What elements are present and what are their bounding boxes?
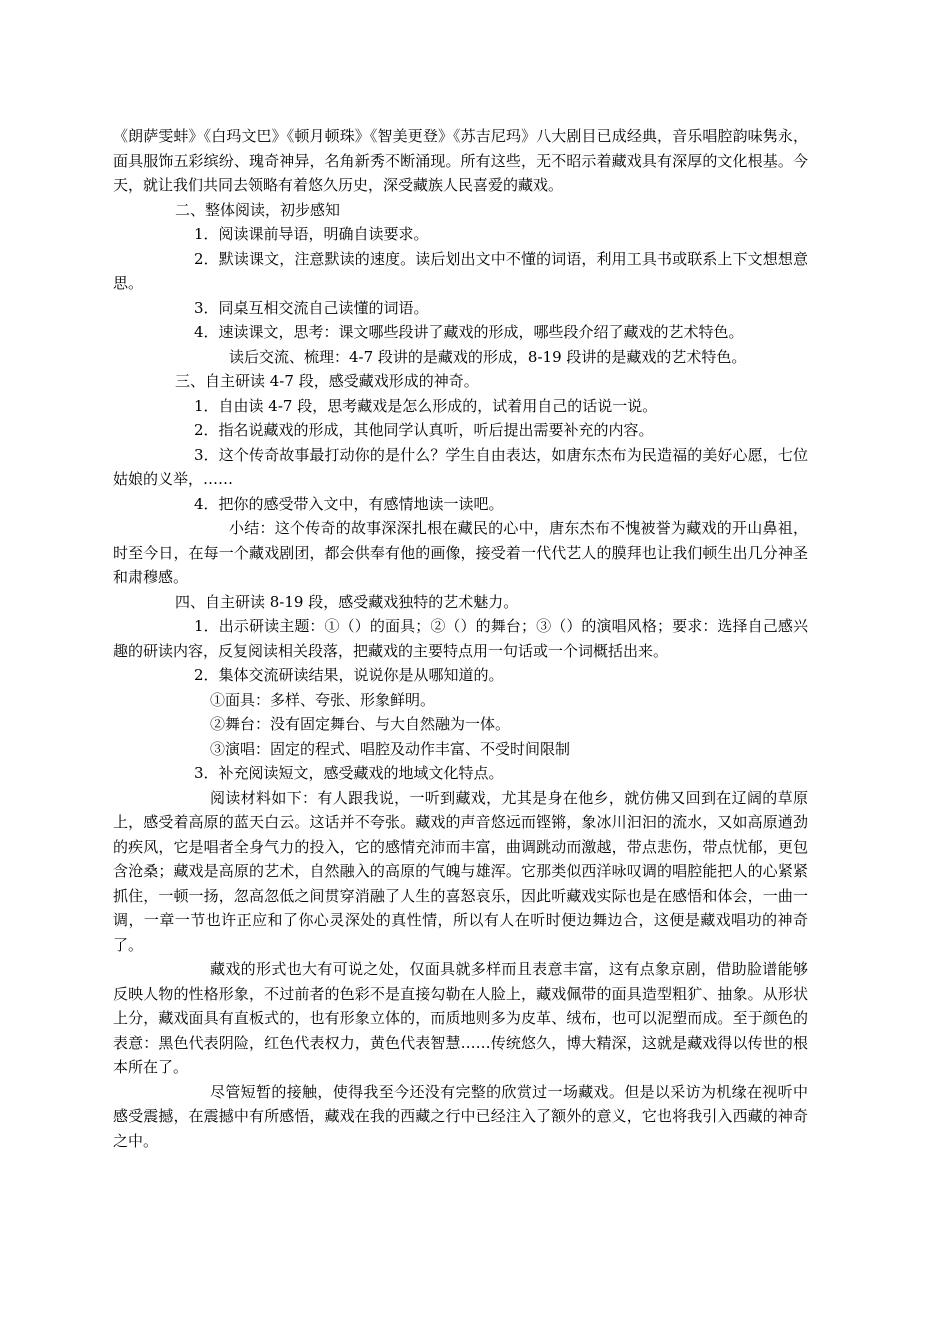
- step-item: 2．指名说藏戏的形成，其他同学认真听，听后提出需要补充的内容。: [194, 421, 654, 439]
- reading-material-paragraph: 藏戏的形式也大有可说之处，仅面具就多样而且表意丰富，这有点象京剧，借助脸谱能够反映人物的性格形象，不过前者的色彩不是直接勾勒在人脸上，藏戏佩带的面具造型粗犷、抽象。从形状上分，藏戏面具有直板式的，也有形象立体的，而质地则多为皮革、绒布，也可以泥塑而成。至于颜色的表意：黑色代表阴险，红色代表权力，黄色代表智慧……传统悠久，博大精深，这就是藏戏得以传世的根本所在了。: [113, 960, 808, 1076]
- finding-item: ③演唱：固定的程式、唱腔及动作丰富、不受时间限制: [210, 739, 571, 758]
- step-item: 4．速读课文，思考：课文哪些段讲了藏戏的形成，哪些段介绍了藏戏的艺术特色。: [194, 323, 744, 341]
- section-heading-2: 二、整体阅读，初步感知: [175, 200, 341, 219]
- section-heading-3: 三、自主研读 4-7 段，感受藏戏形成的神奇。: [175, 372, 479, 390]
- step-item: 1．自由读 4-7 段，思考藏戏是怎么形成的，试着用自己的话说一说。: [194, 396, 658, 415]
- step-item: 1．出示研读主题：①（）的面具；②（）的舞台；③（）的演唱风格；要求：选择自己感兴趣的研读内容，反复阅读相关段落，把藏戏的主要特点用一句话或一个词概括出来。: [113, 617, 808, 660]
- finding-item: ①面具：多样、夸张、形象鲜明。: [210, 690, 436, 709]
- summary-paragraph: 小结：这个传奇的故事深深扎根在藏民的心中，唐东杰布不愧被誉为藏戏的开山鼻祖，时至今日，在每一个藏戏剧团，都会供奉有他的画像，接受着一代代艺人的膜拜也让我们顿生出几分神圣和肃穆感。: [113, 519, 808, 586]
- document-page: [113, 124, 808, 1153]
- section-heading-4: 四、自主研读 8-19 段，感受藏戏独特的艺术魅力。: [175, 592, 519, 611]
- reading-material-paragraph: 尽管短暂的接触，使得我至今还没有完整的欣赏过一场藏戏。但是以采访为机缘在视听中感受震撼，在震撼中有所感悟，藏戏在我的西藏之行中已经注入了额外的意义，它也将我引入西藏的神奇之中。: [113, 1082, 808, 1150]
- step-item: 2．默读课文，注意默读的速度。读后划出文中不懂的词语，利用工具书或联系上下文想想意思。: [113, 249, 808, 292]
- step-item: 1．阅读课前导语，明确自读要求。: [194, 225, 429, 243]
- step-item: 3．同桌互相交流自己读懂的词语。: [194, 298, 429, 317]
- step-item: 2．集体交流研读结果，说说你是从哪知道的。: [194, 666, 504, 684]
- intro-paragraph: 《朗萨雯蚌》《白玛文巴》《顿月顿珠》《智美更登》《苏吉尼玛》八大剧目已成经典，音乐唱腔韵味隽永，面具服饰五彩缤纷、瑰奇神异，名角新秀不断涌现。所有这些，无不昭示着藏戏具有深厚的文化根基。今天，就让我们共同去领略有着悠久历史，深受藏族人民喜爱的藏戏。: [113, 127, 808, 194]
- discussion-note: 读后交流、梳理：4-7 段讲的是藏戏的形成，8-19 段讲的是藏戏的艺术特色。: [229, 347, 747, 366]
- step-item: 3．补充阅读短文，感受藏戏的地域文化特点。: [194, 764, 504, 782]
- finding-item: ②舞台：没有固定舞台、与大自然融为一体。: [210, 715, 511, 733]
- step-item: 3．这个传奇故事最打动你的是什么？学生自由表达，如唐东杰布为民造福的美好心愿，七位姑娘的义举，……: [113, 445, 808, 488]
- step-item: 4．把你的感受带入文中，有感情地读一读吧。: [194, 494, 504, 513]
- reading-material-paragraph: 阅读材料如下：有人跟我说，一听到藏戏，尤其是身在他乡，就仿佛又回到在辽阔的草原上，感受着高原的蓝天白云。这话并不夸张。藏戏的声音悠远而铿锵，象冰川汩汩的流水，又如高原遒劲的疾风，它是唱者全身气力的投入，它的感情充沛而丰富，曲调跳动而激越，带点悲伤，带点忧郁，更包含沧桑；藏戏是高原的艺术，自然融入的高原的气魄与雄浑。它那类似西洋咏叹调的唱腔能把人的心紧紧抓住，一顿一扬，忽高忽低之间贯穿消融了人生的喜怒哀乐，因此听藏戏实际也是在感悟和体会，一曲一调，一章一节也许正应和了你心灵深处的真性情，所以有人在听时便边舞边合，这便是藏戏唱功的神奇了。: [113, 788, 808, 954]
